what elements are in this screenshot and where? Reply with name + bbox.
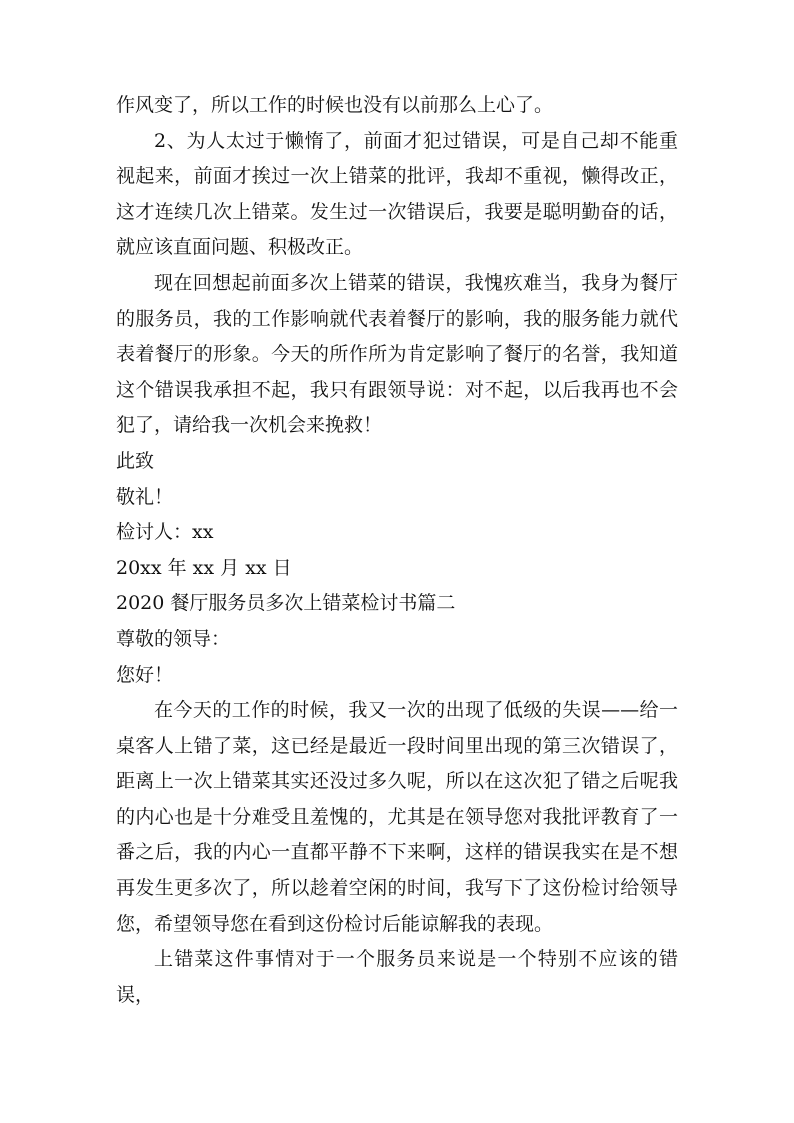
closing-regards: 敬礼！ xyxy=(116,485,174,508)
paragraph-incident: 在今天的工作的时候，我又一次的出现了低级的失误——给一桌客人上错了菜，这已经是最近一段时间里出现的第三次错误了，距离上一次上错菜其实还没过多久呢，所以在这次犯了错之后呢我的内心也是十分难受且羞愧的，尤其是在领导您对我批评教育了一番之后，我的内心一直都平静不下来啊，这样的错误我实在是不想再发生更多次了，所以趁着空闲的时间，我写下了这份检讨给领导您，希望领导您在看到这份检讨后能谅解我的表现。 xyxy=(116,699,678,935)
greeting-addressee: 尊敬的领导： xyxy=(116,627,231,650)
paragraph-reason-2: 2、为人太过于懒惰了，前面才犯过错误，可是自己却不能重视起来，前面才挨过一次上错菜的批评，我却不重视，懒得改正，这才连续几次上错菜。发生过一次错误后，我要是聪明勤奋的话，就应该直面问题、积极改正。 xyxy=(116,129,678,259)
paragraph-significance: 上错菜这件事情对于一个服务员来说是一个特别不应该的错误， xyxy=(116,948,678,1006)
paragraph-reflection: 现在回想起前面多次上错菜的错误，我愧疚难当，我身为餐厅的服务员，我的工作影响就代表着餐厅的影响，我的服务能力就代表着餐厅的形象。今天的所作所为肯定影响了餐厅的名誉，我知道这个错误我承担不起，我只有跟领导说：对不起，以后我再也不会犯了，请给我一次机会来挽救！ xyxy=(116,271,678,437)
closing-salutation: 此致 xyxy=(116,449,155,472)
signature-date: 20xx 年 xx 月 xx 日 xyxy=(116,556,292,579)
section-title: 2020 餐厅服务员多次上错菜检讨书篇二 xyxy=(116,592,456,615)
signature-author: 检讨人：xx xyxy=(116,521,214,544)
paragraph-continuation: 作风变了，所以工作的时候也没有以前那么上心了。 xyxy=(116,94,554,116)
document-body xyxy=(116,88,678,1013)
greeting-hello: 您好！ xyxy=(116,663,174,686)
